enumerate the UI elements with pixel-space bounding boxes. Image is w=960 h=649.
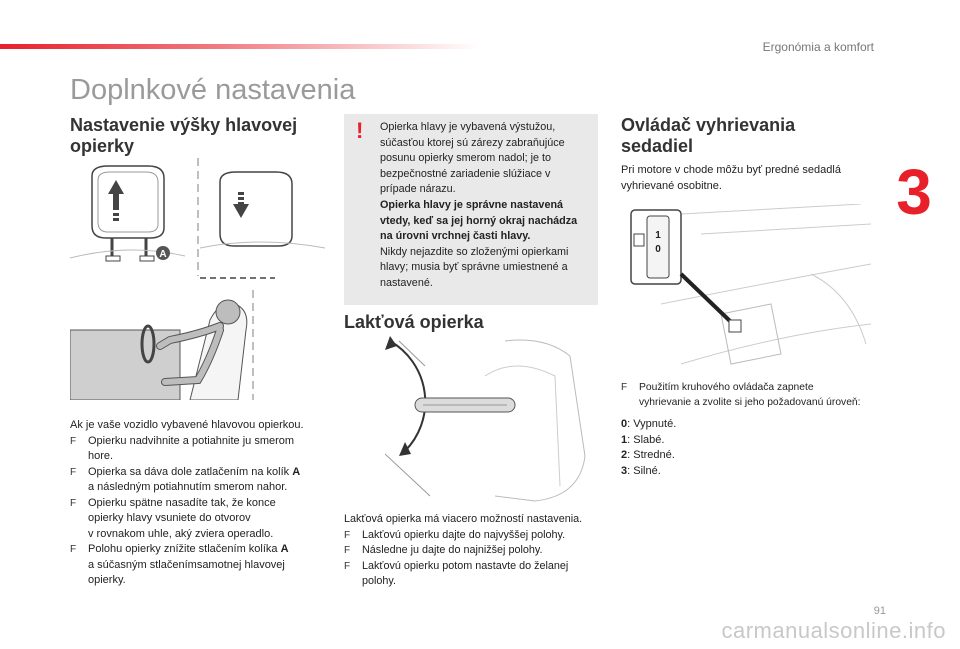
heating-instruction bbox=[621, 380, 891, 410]
headrest-bullet-4-pin: A bbox=[280, 543, 289, 555]
warning-tail-line: Nikdy nejazdite so zloženými opierkami bbox=[380, 245, 569, 258]
armrest-intro: Lakťová opierka má viacero možností nastavenia. bbox=[344, 513, 583, 525]
warning-text bbox=[380, 120, 592, 292]
headrest-heading-line1: Nastavenie výšky hlavovej bbox=[70, 115, 298, 135]
warning-line: prípade nárazu. bbox=[380, 183, 456, 196]
heating-intro-line1: Pri motore v chode môžu byť predné sedadlá bbox=[621, 164, 841, 176]
armrest-bullet-3-line1: F Lakťovú opierku potom nastavte do želanej bbox=[362, 559, 569, 572]
heating-intro-line2: vyhrievané osobitne. bbox=[621, 179, 722, 192]
heating-heading-line1: Ovládač vyhrievania bbox=[621, 115, 796, 135]
headrest-bullet-3-line3: v rovnakom uhle, aký zviera operadlo. bbox=[88, 527, 274, 540]
heating-instruction-line2: vyhrievanie a zvolite si jeho požadovanú úroveň: bbox=[639, 397, 861, 408]
headrest-bullet-3 bbox=[70, 496, 332, 543]
heating-heading-line2: sedadiel bbox=[621, 136, 694, 156]
warning-tail-line: hlavy; musia byť správne umiestnené a bbox=[380, 261, 568, 274]
heating-level-num: 2 bbox=[621, 449, 628, 461]
armrest-bullet-1-line1: F Lakťovú opierku dajte do najvyššej polohy. bbox=[362, 528, 566, 541]
heating-level-num: 0 bbox=[621, 418, 628, 430]
headrest-heading bbox=[70, 115, 297, 157]
headrest-bullet-4-line1 bbox=[88, 542, 332, 558]
armrest-illustration bbox=[385, 336, 600, 506]
warning-bold-line: vtedy, keď sa jej horný okraj nachádza bbox=[380, 214, 578, 227]
heating-level-num: 1 bbox=[621, 433, 628, 446]
headrest-bullet-2-pin: A bbox=[292, 465, 301, 478]
dial-level-top: 1 bbox=[655, 230, 661, 241]
warning-icon: ! bbox=[356, 118, 364, 143]
heating-level-text: : Slabé. bbox=[627, 433, 665, 446]
warning-line: súčasťou ktorej sú zárezy zabraňujúce bbox=[380, 136, 565, 149]
watermark: carmanualsonline.info bbox=[721, 618, 946, 643]
heating-level-3 bbox=[621, 464, 821, 480]
heating-level-num: 3 bbox=[621, 464, 628, 477]
heating-instruction-bullet bbox=[621, 380, 891, 410]
page-title: Doplnkové nastavenia bbox=[70, 74, 356, 106]
armrest-bullet-2-line1: F Následne ju dajte do najnižšej polohy. bbox=[362, 544, 543, 556]
headrest-bullet-4-text: Polohu opierky znížite stlačením kolíka bbox=[88, 543, 281, 555]
headrest-intro: Ak je vaše vozidlo vybavené hlavovou opierkou. bbox=[70, 419, 304, 431]
heating-level-2 bbox=[621, 448, 821, 464]
driver-illustration bbox=[70, 290, 270, 400]
headrest-bullet-1-line1: F Opierku nadvihnite a potiahnite ju smerom bbox=[88, 434, 295, 447]
headrest-bullet-4-line3: opierky. bbox=[88, 574, 126, 586]
seat-heating-illustration bbox=[621, 204, 881, 374]
chapter-number: 3 bbox=[896, 156, 932, 228]
headrest-bullet-2-line2: a následným potiahnutím smerom nahor. bbox=[88, 481, 288, 493]
armrest-heading-wrap bbox=[344, 312, 484, 333]
headrest-bullet-4-line2: a súčasným stlačenímsamotnej hlavovej bbox=[88, 558, 285, 571]
armrest-bullet-3-line2: polohy. bbox=[362, 575, 397, 587]
warning-line: bezpečnostné zariadenie slúžiace v bbox=[380, 167, 551, 180]
armrest-bullet-2 bbox=[344, 543, 602, 559]
heating-levels bbox=[621, 417, 821, 479]
headrest-label-a: A bbox=[159, 249, 167, 260]
warning-line: Opierka hlavy je vybavená výstužou, bbox=[380, 121, 556, 133]
headrest-bullet-2 bbox=[70, 465, 332, 496]
headrest-heading-line2: opierky bbox=[70, 136, 135, 156]
heating-level-0 bbox=[621, 417, 821, 433]
heating-level-text: : Vypnuté. bbox=[627, 418, 677, 430]
heating-level-1 bbox=[621, 433, 821, 449]
heating-instruction-line1: F Použitím kruhového ovládača zapnete bbox=[639, 382, 814, 393]
headrest-illustration bbox=[70, 158, 340, 280]
heating-intro bbox=[621, 163, 871, 194]
warning-line: posunu opierky smerom nadol; je to bbox=[380, 152, 552, 165]
armrest-text bbox=[344, 512, 602, 590]
armrest-bullet-1 bbox=[344, 528, 602, 544]
header-accent-bar bbox=[0, 44, 480, 49]
heating-level-text: : Stredné. bbox=[627, 449, 675, 461]
warning-bold-line: na úrovni vrchnej časti hlavy. bbox=[380, 230, 531, 243]
headrest-bullet-2-text: Opierka sa dáva dole zatlačením na kolík bbox=[88, 465, 293, 478]
headrest-bullet-2-line1 bbox=[88, 465, 332, 481]
armrest-bullet-3 bbox=[344, 559, 602, 590]
headrest-text bbox=[70, 418, 332, 589]
warning-box bbox=[344, 114, 598, 305]
heating-level-text: : Silné. bbox=[627, 464, 661, 477]
warning-bold-line: Opierka hlavy je správne nastavená bbox=[380, 198, 564, 211]
heating-heading bbox=[621, 115, 795, 157]
headrest-bullet-3-line2: opierky hlavy vsuniete do otvorov bbox=[88, 512, 251, 524]
warning-tail-line: nastavené. bbox=[380, 276, 433, 289]
headrest-bullet-4 bbox=[70, 542, 332, 589]
headrest-bullet-1-line2: hore. bbox=[88, 450, 114, 462]
page-number: 91 bbox=[873, 605, 886, 617]
dial-level-bottom: 0 bbox=[655, 244, 661, 255]
armrest-heading: Lakťová opierka bbox=[344, 312, 484, 332]
section-label: Ergonómia a komfort bbox=[762, 40, 874, 54]
headrest-bullet-1 bbox=[70, 434, 332, 465]
headrest-bullet-3-line1: F Opierku spätne nasadíte tak, že konce bbox=[88, 496, 276, 509]
